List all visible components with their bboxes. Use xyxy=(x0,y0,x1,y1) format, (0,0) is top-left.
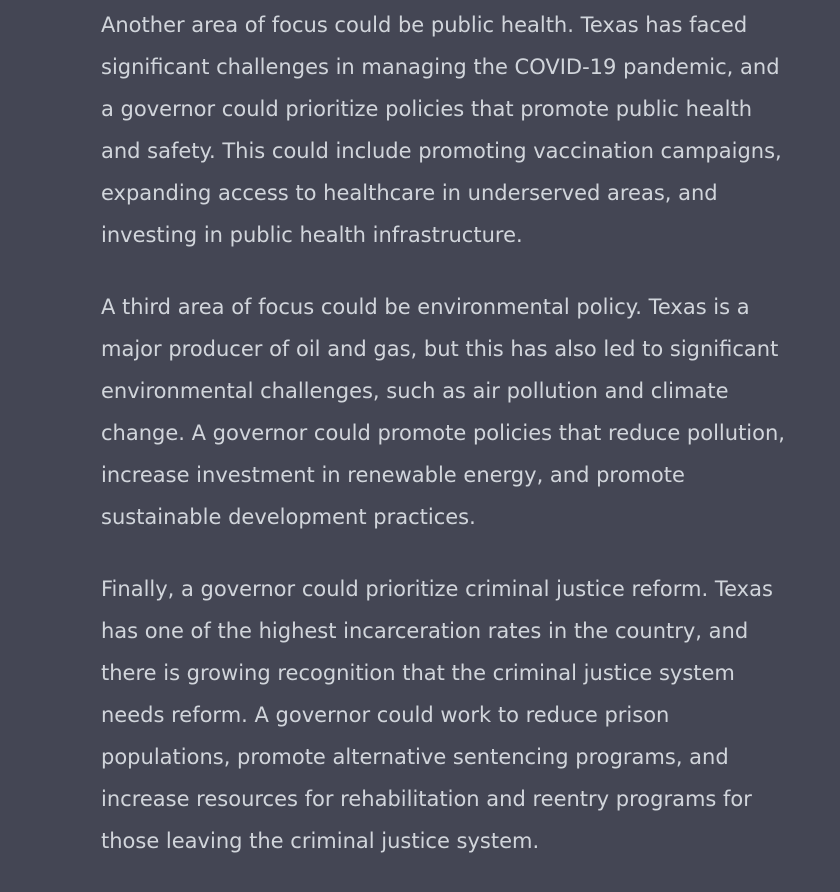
paragraph-environmental-policy xyxy=(101,286,811,538)
text-line: and safety. This could include promoting vaccination campaigns, xyxy=(101,139,782,163)
text-line: sustainable development practices. xyxy=(101,505,476,529)
text-line: Finally, a governor could prioritize criminal justice reform. Texas xyxy=(101,577,773,601)
text-line: investing in public health infrastructure. xyxy=(101,223,523,247)
text-line: populations, promote alternative sentencing programs, and xyxy=(101,745,729,769)
text-line: environmental challenges, such as air pollution and climate xyxy=(101,379,729,403)
text-line: needs reform. A governor could work to reduce prison xyxy=(101,703,670,727)
text-line: there is growing recognition that the criminal justice system xyxy=(101,661,735,685)
text-line: increase resources for rehabilitation and reentry programs for xyxy=(101,787,752,811)
paragraph-criminal-justice xyxy=(101,568,811,862)
text-line: those leaving the criminal justice system. xyxy=(101,829,540,853)
text-line: has one of the highest incarceration rates in the country, and xyxy=(101,619,749,643)
paragraph-public-health xyxy=(101,4,811,256)
text-line: a governor could prioritize policies that promote public health xyxy=(101,97,753,121)
text-line: Another area of focus could be public health. Texas has faced xyxy=(101,13,748,37)
text-line: change. A governor could promote policies that reduce pollution, xyxy=(101,421,785,445)
text-line: major producer of oil and gas, but this has also led to significant xyxy=(101,337,779,361)
text-line: increase investment in renewable energy, and promote xyxy=(101,463,685,487)
text-line: A third area of focus could be environmental policy. Texas is a xyxy=(101,295,750,319)
text-line: significant challenges in managing the COVID-19 pandemic, and xyxy=(101,55,780,79)
message-content xyxy=(101,4,811,892)
text-line: expanding access to healthcare in underserved areas, and xyxy=(101,181,718,205)
